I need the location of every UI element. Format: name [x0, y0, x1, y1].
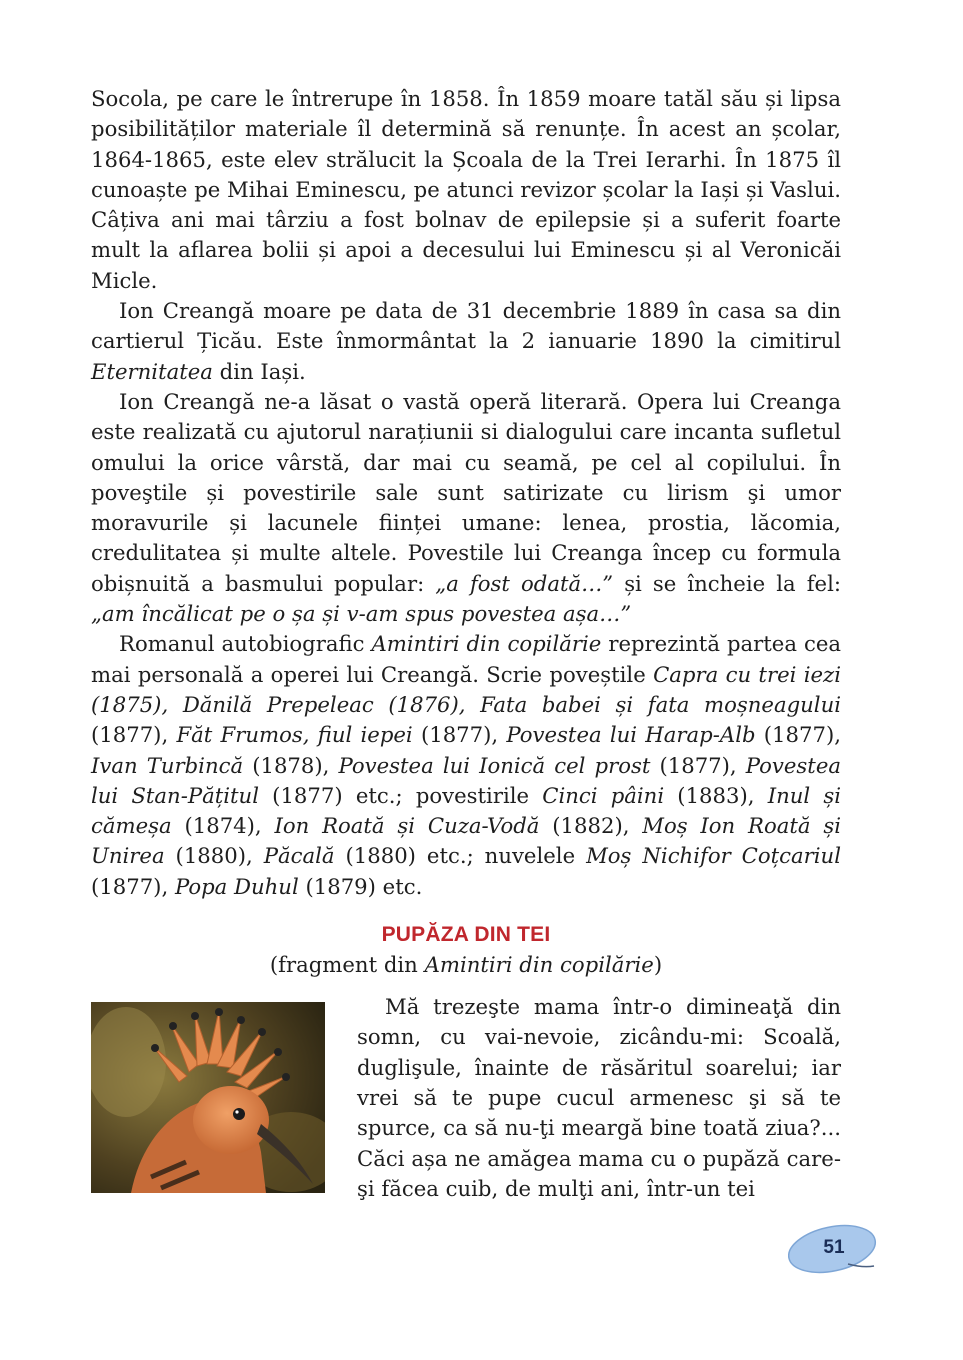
paragraph-death-end: din Iași.	[212, 358, 306, 384]
paragraph-work-mid: și se încheie la fel:	[613, 570, 841, 596]
paragraph-text: (1877) etc.; povestirile	[258, 782, 543, 808]
paragraph-text: (1882),	[539, 813, 643, 839]
paragraph-text: (1874),	[171, 813, 275, 839]
work-title: Moș Ion Roată și Unirea	[91, 813, 841, 869]
work-title: Popa Duhul	[174, 873, 299, 899]
subtitle-prefix: (fragment din	[269, 952, 425, 978]
paragraph-text: (1877),	[91, 873, 175, 899]
hoopoe-photo	[91, 1002, 325, 1193]
formula-opening: „a fost odată…”	[435, 570, 614, 596]
paragraph-text: (1877),	[412, 722, 507, 748]
work-title: Făt Frumos, fiul iepei	[176, 722, 413, 748]
work-title: Povestea lui Ionică cel prost	[338, 752, 651, 778]
paragraph-death	[91, 296, 841, 387]
work-title: Moș Nichifor Coțcariul	[586, 843, 841, 869]
paragraph-text: Romanul autobiografic	[119, 631, 372, 657]
page-number: 51	[823, 1237, 845, 1258]
section-title: PUPĂZA DIN TEI	[381, 923, 551, 947]
paragraph-works-list	[91, 629, 841, 902]
paragraph-text: (1880) etc.; nuvelele	[334, 843, 587, 869]
cemetery-name: Eternitatea	[91, 358, 213, 384]
page-content	[91, 84, 841, 1201]
paragraph-text: reprezintă partea cea mai personală a operei lui Creangă. Scrie poveștile	[91, 631, 841, 687]
work-title: Amintiri din copilărie	[371, 631, 602, 657]
paragraph-biography: Socola, pe care le întrerupe în 1858. În 1859 moare tatăl său și lipsa posibilităților materiale îl determină să renunțe. În acest an școlar, 1864-1865, este elev strălucit la Școala de la Trei Ierarhi. În 1875 îl cunoaște pe Mihai Eminescu, pe atunci revizor școlar la Iași și Vaslui. Câțiva ani mai târziu a fost bolnav de epilepsie și a suferit foarte mult la aflarea bolii și apoi a decesului lui Eminescu și al Veronicăi Micle.	[91, 86, 841, 293]
subtitle-suffix: )	[653, 952, 663, 978]
work-title: Povestea lui Harap-Alb	[506, 722, 756, 748]
work-title: Ion Roată și Cuza-Vodă	[274, 813, 540, 839]
work-title: Capra cu trei iezi (1875), Dănilă Prepeleac (1876), Fata babei și fata moșneagului	[91, 661, 841, 717]
work-title: Cinci pâini	[542, 782, 665, 808]
paragraph-death-text: Ion Creangă moare pe data de 31 decembrie 1889 în casa sa din cartierul Țicău. Este înmormântat la 2 ianuarie 1890 la cimitirul	[91, 298, 841, 354]
paragraph-text: (1879) etc.	[298, 873, 423, 899]
story-row	[91, 992, 841, 1201]
paragraph-work	[91, 387, 841, 629]
paragraph-text: (1877),	[755, 722, 841, 748]
paragraph-text: (1883),	[664, 782, 768, 808]
work-title: Povestea lui Stan-Pățitul	[91, 752, 841, 808]
work-title: Ivan Turbincă	[91, 752, 244, 778]
paragraph-work-text: Ion Creangă ne-a lăsat o vastă operă literară. Opera lui Creanga este realizată cu ajutorul narațiunii si dialogului care incanta sufletul omului la orice vârstă, dar mai cu seamă, pe cel al copilului. În poveştile și povestirile sale sunt satirizate cu lirism şi umor moravurile și lacunele ființei umane: lenea, prostia, lăcomia, credulitatea și multe altele. Povestile lui Creanga încep cu formula obișnuită a basmului popular:	[91, 388, 841, 596]
story-text-column	[357, 992, 841, 1204]
paragraph-text: (1878),	[243, 752, 339, 778]
paragraph-text: (1877),	[91, 722, 177, 748]
work-title: Inul și cămeșa	[91, 782, 841, 839]
work-title: Păcală	[263, 843, 335, 869]
paragraph-text: (1880),	[164, 843, 264, 869]
subtitle-book-title: Amintiri din copilărie	[424, 952, 654, 978]
section-subtitle	[91, 950, 841, 980]
paragraph-text: (1877),	[650, 752, 746, 778]
story-paragraph: Mă trezeşte mama într-o dimineaţă din somn, cu vai-nevoie, zicându-mi: Scoală, duglişule, înainte de răsăritul soarelui; iar vrei să te pupe cucul armenesc şi să te spurce, ca să nu-ţi meargă bine toată ziua?... Căci așa ne amăgea mama cu o pupăză care-şi făcea cuib, de mulţi ani, într-un tei	[357, 994, 841, 1201]
formula-closing: „am încălicat pe o șa și v-am spus povestea așa…”	[91, 601, 632, 627]
